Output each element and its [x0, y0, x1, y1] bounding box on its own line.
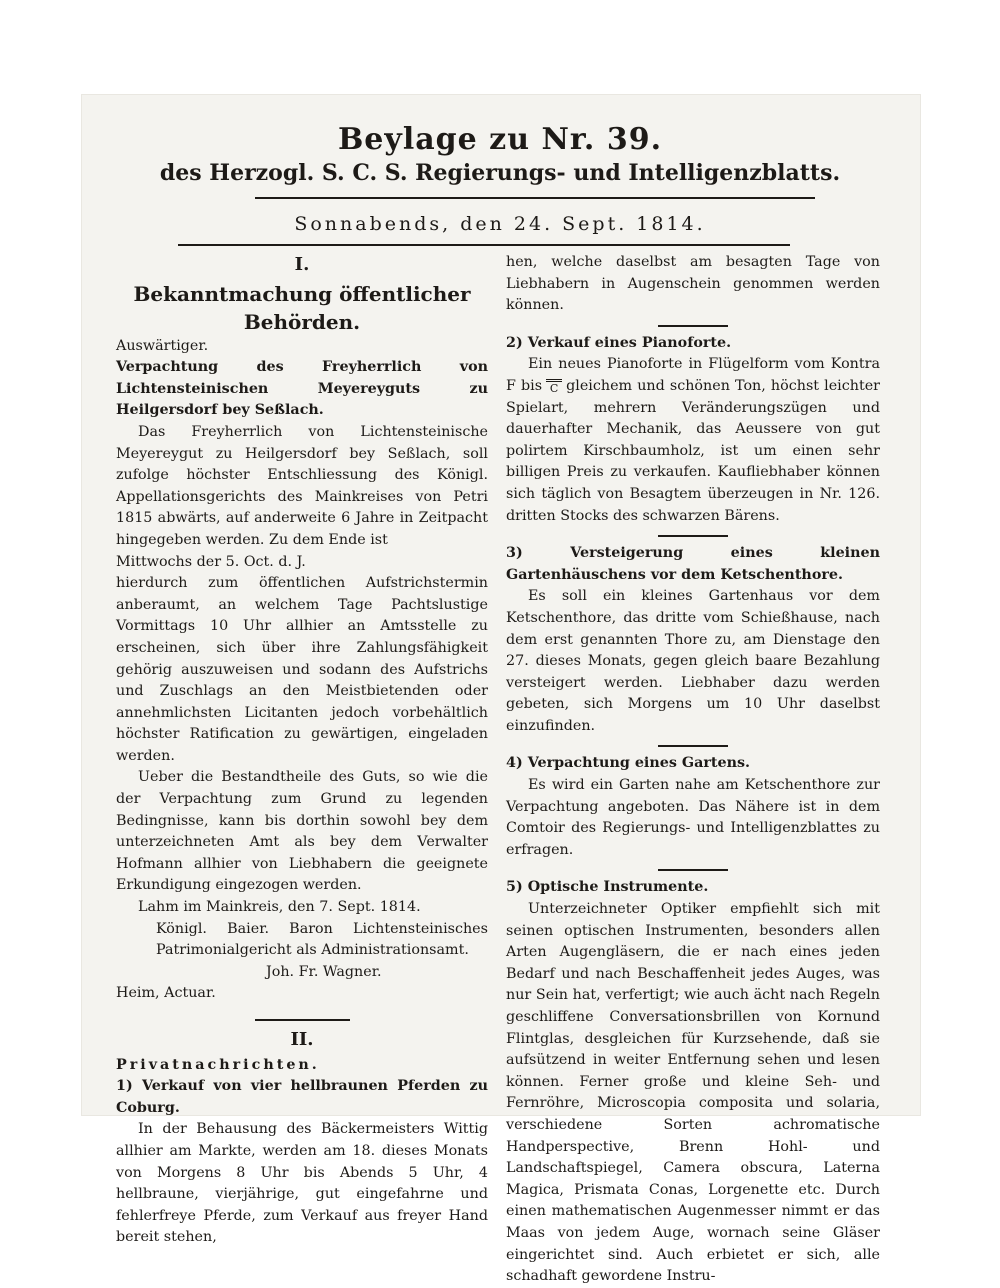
- notice-lease-paragraph-3: Ueber die Bestandtheile des Guts, so wie die der Verpachtung zum Grund zu legenden Bedingnisse, kann bis dorthin sowohl bey dem unterzeichneten Amt als bey dem Verwalter Hofmann allhier von Liebhabern die geeignete Erkundigung eingezogen werden.: [116, 769, 488, 894]
- item-gardenhouse-title: 3) Versteigerung eines kleinen Gartenhäuschens vor dem Ketschenthore.: [506, 545, 880, 583]
- item-garden-text: Es wird ein Garten nahe am Ketschenthore zur Verpachtung angeboten. Das Nähere ist in dem Comtoir des Regierungs- und Intelligenzblattes zu erfragen.: [506, 777, 880, 858]
- item-horses-continued: hen, welche daselbst am besagten Tage von Liebhabern in Augenschein genommen werden können.: [506, 254, 880, 314]
- item-divider: [658, 745, 728, 747]
- item-horses-title: 1) Verkauf von vier hellbraunen Pferden zu Coburg.: [116, 1078, 488, 1116]
- header-rule-top: [255, 197, 815, 199]
- notice-lease-term-date: Mittwochs der 5. Oct. d. J.: [116, 553, 306, 570]
- notice-lease-signature-2: Heim, Actuar.: [116, 985, 216, 1002]
- item-garden-title: 4) Verpachtung eines Gartens.: [506, 755, 750, 772]
- notice-lease-paragraph-1: Das Freyherrlich von Lichtensteinische Meyereygut zu Heilgersdorf bey Seßlach, soll zufolge höchster Entschliessung des Königl. Appellationsgerichts des Mainkreises von Petri 1815 abwärts, auf anderweite 6 Jahre in Zeitpacht hingegeben werden. Zu dem Ende ist: [116, 423, 488, 548]
- item-optics-text: Unterzeichneter Optiker empfiehlt sich mit seinen optischen Instrumenten, besonders allen Arten Augengläsern, die er nach eines jeden Bedarf und nach Beschaffenheit jedes Auges, was nur Sein hat, verfertigt; wie auch ächt nach Regeln geschliffene Conversationsbrillen von Kornund Flintglas, desgleichen für Kurzsehende, daß sie aufsützend in weiter Entfernung sehen und lesen können. Ferner große und kleine Seh- und Fernröhre, Microscopia composita und solaria, verschiedene Sorten achromatische Handperspective, Brenn Hohl- und Landschaftspiegel, Camera obscura, Laterna Magica, Prismata Conas, Lorgenette etc. Durch einen mathematischen Augenmesser nimmt er das Maas von jedem Auge, wornach seine Gläser eingerichtet sind. Auch erbietet er sich, alle schadhaft gewordene Instru-: [506, 901, 880, 1285]
- notice-lease-paragraph-2: hierdurch zum öffentlichen Aufstrichstermin anberaumt, an welchem Tage Pachtslustige Vormittags 10 Uhr allhier an Amtsstelle zu erscheinen, sich über ihre Zahlungsfähigkeit gehörig auszuweisen und sodann des Aufstrichs und Zuschlags an den Meistbietenden oder annehmlichsten Licitanten jedoch vorbehältlich höchster Ratification zu gewärtigen, eingeladen werden.: [116, 575, 488, 764]
- item-divider: [658, 535, 728, 537]
- item-optics-title: 5) Optische Instrumente.: [506, 879, 709, 896]
- notice-lease-title: Verpachtung des Freyherrlich von Lichtensteinischen Meyereyguts zu Heilgersdorf bey Seßlach.: [116, 359, 488, 419]
- issue-date: Sonnabends, den 24. Sept. 1814.: [294, 213, 706, 235]
- note-range-symbol: [546, 378, 562, 394]
- notice-lease-signature-1: Joh. Fr. Wagner.: [266, 963, 382, 980]
- section-number-1: I.: [294, 254, 310, 275]
- item-piano-text-end: gleichem und schönen Ton, höchst leichter Spielart, mehrern Veränderungszügen und dauerhafter Mechanik, das Aeussere von gut polirtem Kirschbaumholz, ist um einen sehr billigen Preis zu verkaufen. Kaufliebhaber können sich täglich von Besagtem überzeugen in Nr. 126. dritten Stocks des schwarzen Bärens.: [506, 377, 880, 524]
- item-gardenhouse-text: Es soll ein kleines Gartenhaus vor dem Ketschenthore, das dritte vom Schießhause, nach dem erst genannten Thore zu, am Dienstage den 27. dieses Monats, gegen gleich baare Bezahlung versteigert werden. Liebhaber dazu werden gebeten, sich Morgens um 10 Uhr daselbst einzufinden.: [506, 588, 880, 734]
- item-piano-text-start: Ein neues Pianoforte in Flügelform vom Kontra F bis: [506, 356, 880, 394]
- right-column: [506, 252, 880, 1288]
- item-piano-text: [506, 354, 880, 527]
- supplement-title: Beylage zu Nr. 39.: [337, 122, 663, 157]
- item-piano-title: 2) Verkauf eines Pianoforte.: [506, 334, 732, 351]
- section-divider: [255, 1019, 350, 1021]
- notice-lease-place-date: Lahm im Mainkreis, den 7. Sept. 1814.: [138, 899, 421, 916]
- section-heading-private: Privatnachrichten.: [116, 1056, 320, 1073]
- section-number-2: II.: [290, 1029, 314, 1050]
- item-divider: [658, 325, 728, 327]
- section-heading-official: Bekanntmachung öffentlicher Behörden.: [133, 281, 471, 334]
- notice-lease-court: Königl. Baier. Baron Lichtensteinisches Patrimonialgericht als Administrationsamt.: [156, 920, 488, 959]
- header-rule-bottom: [178, 244, 790, 246]
- item-horses-text: In der Behausung des Bäckermeisters Wittig allhier am Markte, werden am 18. dieses Monats von Morgens 8 Uhr bis Abends 5 Uhr, 4 hellbraune, vierjährige, gut eingefahrne und fehlerfreye Pferde, zum Verkauf aus freyer Hand bereit stehen,: [116, 1121, 488, 1246]
- gazette-subtitle: des Herzogl. S. C. S. Regierungs- und Intelligenzblatts.: [159, 160, 841, 186]
- note-range-letter: C: [549, 381, 559, 395]
- item-divider: [658, 869, 728, 871]
- left-column: [116, 252, 488, 1249]
- section-subheading-foreign: Auswärtiger.: [116, 337, 209, 354]
